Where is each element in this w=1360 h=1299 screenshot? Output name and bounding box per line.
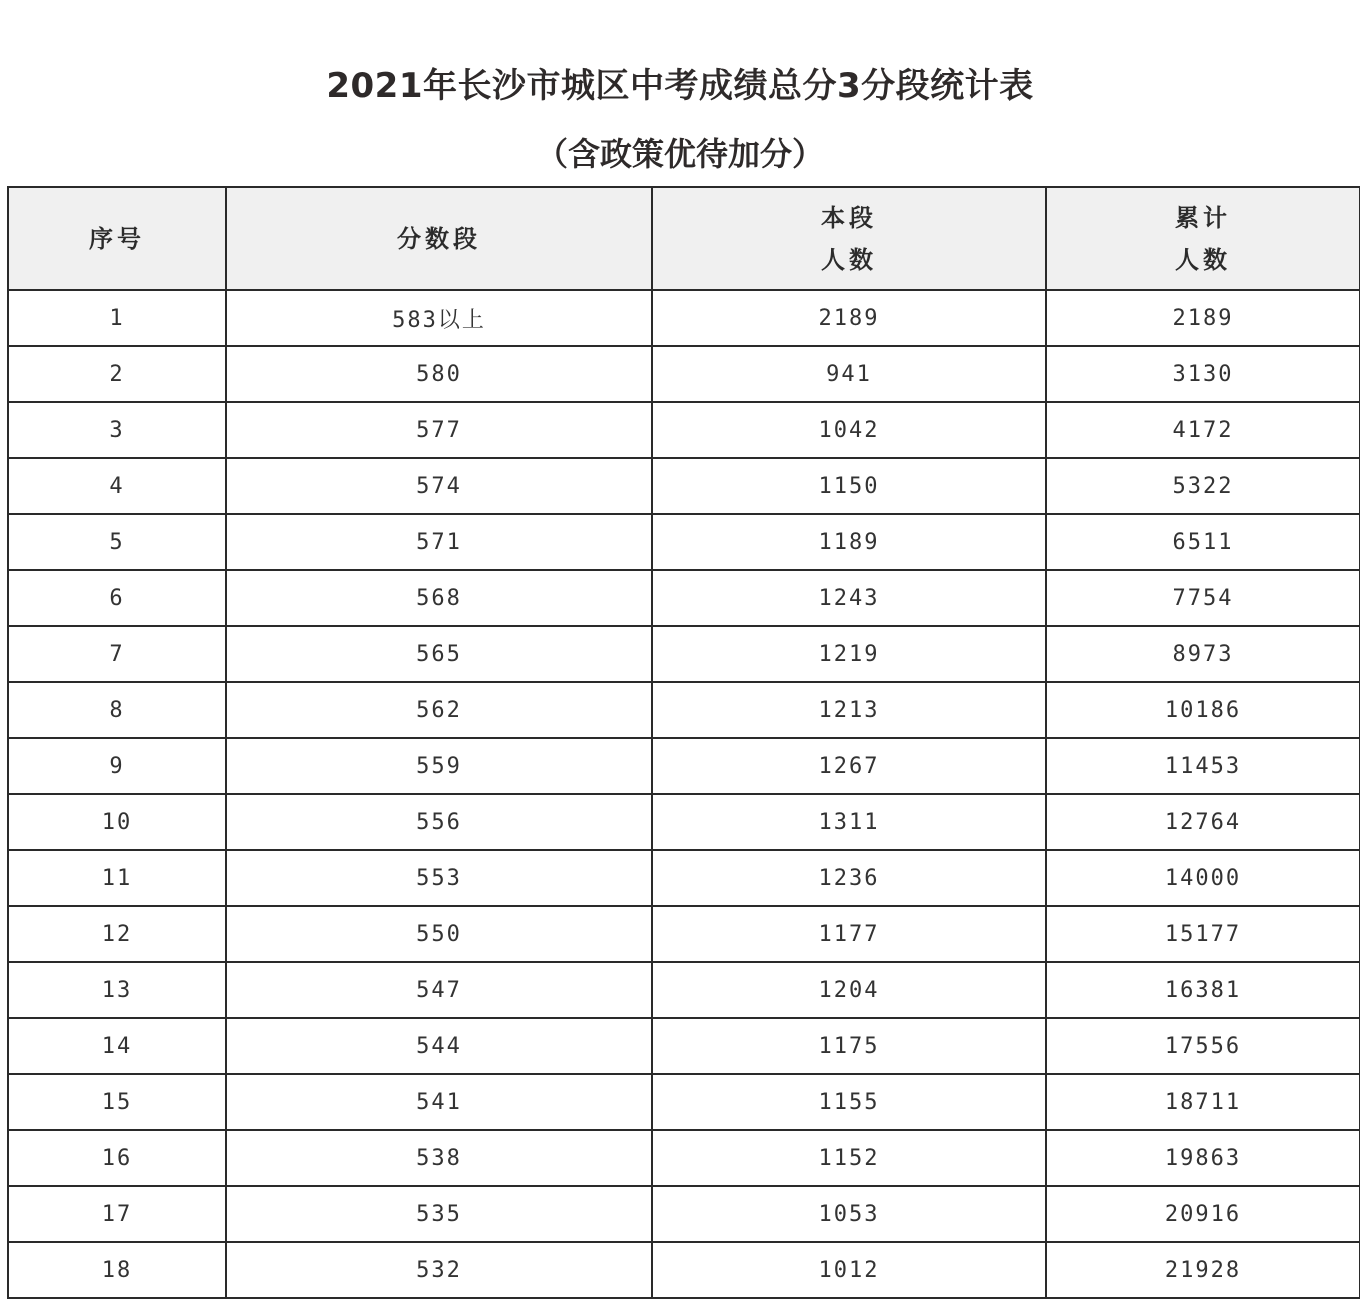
- cell-seq: 15: [8, 1074, 226, 1130]
- table-row: [8, 1130, 1360, 1186]
- header-row: [8, 187, 1360, 290]
- cell-cumulative: 15177: [1046, 906, 1360, 962]
- header-score: [226, 187, 652, 290]
- table-row: [8, 1186, 1360, 1242]
- page-subtitle: （含政策优待加分）: [535, 135, 824, 173]
- cell-count: 1267: [652, 738, 1046, 794]
- cell-seq: 7: [8, 626, 226, 682]
- table-row: [8, 682, 1360, 738]
- table-row: [8, 626, 1360, 682]
- cell-count: 1175: [652, 1018, 1046, 1074]
- cell-cumulative: 6511: [1046, 514, 1360, 570]
- cell-score: 559: [226, 738, 652, 794]
- cell-count: 1213: [652, 682, 1046, 738]
- cell-cumulative: 5322: [1046, 458, 1360, 514]
- header-count-line2: 人数: [821, 245, 877, 274]
- cell-cumulative: 17556: [1046, 1018, 1360, 1074]
- cell-score: 556: [226, 794, 652, 850]
- cell-cumulative: 11453: [1046, 738, 1360, 794]
- table-header: [8, 187, 1360, 290]
- table-row: [8, 794, 1360, 850]
- cell-count: 1012: [652, 1242, 1046, 1298]
- cell-cumulative: 3130: [1046, 346, 1360, 402]
- cell-score: 574: [226, 458, 652, 514]
- cell-count: 1243: [652, 570, 1046, 626]
- table-row: [8, 906, 1360, 962]
- cell-seq: 18: [8, 1242, 226, 1298]
- cell-count: 1189: [652, 514, 1046, 570]
- cell-seq: 3: [8, 402, 226, 458]
- cell-seq: 12: [8, 906, 226, 962]
- header-seq-label: 序号: [89, 224, 145, 253]
- cell-count: 1155: [652, 1074, 1046, 1130]
- cell-count: 941: [652, 346, 1046, 402]
- cell-score: 583以上: [226, 290, 652, 346]
- cell-cumulative: 18711: [1046, 1074, 1360, 1130]
- cell-seq: 10: [8, 794, 226, 850]
- cell-cumulative: 14000: [1046, 850, 1360, 906]
- cell-score: 544: [226, 1018, 652, 1074]
- cell-count: 1152: [652, 1130, 1046, 1186]
- cell-count: 1236: [652, 850, 1046, 906]
- cell-cumulative: 4172: [1046, 402, 1360, 458]
- cell-score: 571: [226, 514, 652, 570]
- cell-seq: 8: [8, 682, 226, 738]
- cell-cumulative: 16381: [1046, 962, 1360, 1018]
- cell-count: 1204: [652, 962, 1046, 1018]
- cell-cumulative: 2189: [1046, 290, 1360, 346]
- table-body: [8, 290, 1360, 1298]
- cell-score: 547: [226, 962, 652, 1018]
- cell-cumulative: 12764: [1046, 794, 1360, 850]
- table-row: [8, 738, 1360, 794]
- cell-score: 565: [226, 626, 652, 682]
- table-row: [8, 570, 1360, 626]
- cell-score: 568: [226, 570, 652, 626]
- page-title: 2021年长沙市城区中考成绩总分3分段统计表: [326, 66, 1034, 106]
- header-cum-line1: 累计: [1175, 203, 1231, 232]
- table-row: [8, 850, 1360, 906]
- header-score-label: 分数段: [397, 224, 481, 253]
- header-count: [652, 187, 1046, 290]
- cell-seq: 9: [8, 738, 226, 794]
- header-cum-line2: 人数: [1175, 245, 1231, 274]
- cell-seq: 5: [8, 514, 226, 570]
- cell-cumulative: 21928: [1046, 1242, 1360, 1298]
- score-distribution-table: [7, 186, 1360, 1299]
- cell-score: 577: [226, 402, 652, 458]
- table-row: [8, 290, 1360, 346]
- cell-cumulative: 8973: [1046, 626, 1360, 682]
- cell-seq: 17: [8, 1186, 226, 1242]
- cell-seq: 4: [8, 458, 226, 514]
- table-row: [8, 346, 1360, 402]
- table-row: [8, 962, 1360, 1018]
- cell-seq: 16: [8, 1130, 226, 1186]
- cell-count: 1053: [652, 1186, 1046, 1242]
- cell-score: 541: [226, 1074, 652, 1130]
- cell-count: 1150: [652, 458, 1046, 514]
- table-row: [8, 402, 1360, 458]
- cell-count: 1219: [652, 626, 1046, 682]
- table-row: [8, 1018, 1360, 1074]
- cell-score: 538: [226, 1130, 652, 1186]
- cell-score: 580: [226, 346, 652, 402]
- cell-count: 1177: [652, 906, 1046, 962]
- header-seq: [8, 187, 226, 290]
- cell-seq: 11: [8, 850, 226, 906]
- cell-score: 550: [226, 906, 652, 962]
- cell-seq: 6: [8, 570, 226, 626]
- cell-count: 1311: [652, 794, 1046, 850]
- cell-score: 553: [226, 850, 652, 906]
- cell-cumulative: 10186: [1046, 682, 1360, 738]
- header-count-line1: 本段: [821, 203, 877, 232]
- cell-count: 1042: [652, 402, 1046, 458]
- cell-cumulative: 19863: [1046, 1130, 1360, 1186]
- table-row: [8, 1242, 1360, 1298]
- table-row: [8, 458, 1360, 514]
- cell-count: 2189: [652, 290, 1046, 346]
- cell-cumulative: 20916: [1046, 1186, 1360, 1242]
- cell-seq: 14: [8, 1018, 226, 1074]
- cell-score: 562: [226, 682, 652, 738]
- header-cumulative: [1046, 187, 1360, 290]
- cell-seq: 2: [8, 346, 226, 402]
- cell-seq: 1: [8, 290, 226, 346]
- table-row: [8, 1074, 1360, 1130]
- table-row: [8, 514, 1360, 570]
- cell-seq: 13: [8, 962, 226, 1018]
- cell-score: 535: [226, 1186, 652, 1242]
- cell-score: 532: [226, 1242, 652, 1298]
- cell-cumulative: 7754: [1046, 570, 1360, 626]
